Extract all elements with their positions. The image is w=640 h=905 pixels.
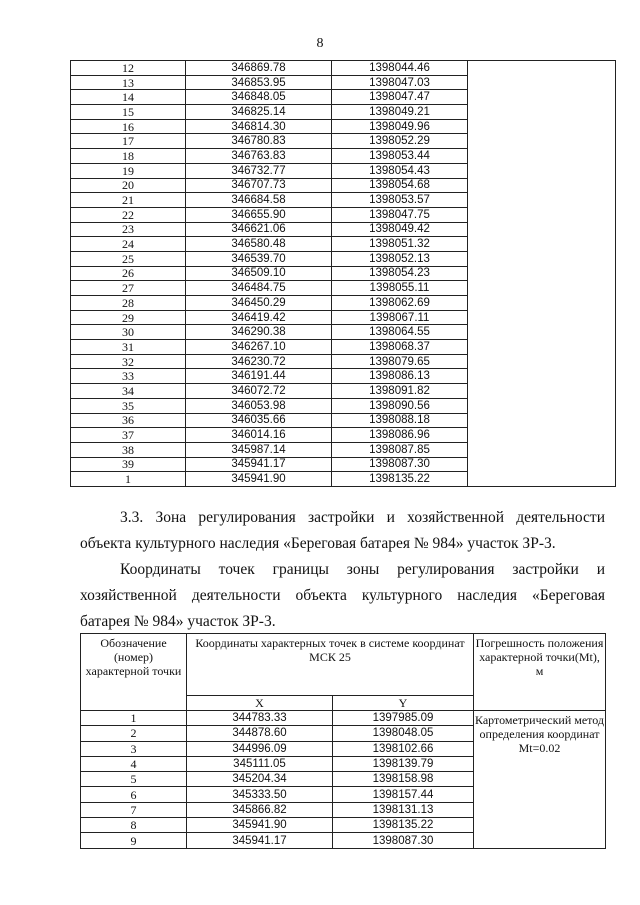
coord-x: 345941.17: [186, 457, 332, 472]
coord-y: 1398158.98: [333, 772, 474, 787]
coord-x: 345866.82: [187, 802, 333, 817]
coord-y: 1398091.82: [332, 384, 468, 399]
coord-x: 346732.77: [186, 163, 332, 178]
table-row: [81, 711, 606, 726]
point-number: 1: [71, 472, 186, 487]
point-number: 4: [81, 756, 187, 771]
coord-y: 1398067.11: [332, 310, 468, 325]
error-cell: [468, 61, 616, 487]
point-number: 22: [71, 207, 186, 222]
coord-y: 1398087.85: [332, 442, 468, 457]
section-heading-line: 3.3. Зона регулирования застройки и хозяйственной деятельности: [120, 509, 605, 526]
coord-y: 1398052.29: [332, 134, 468, 149]
paragraph-line: Координаты точек границы зоны регулирования застройки и: [120, 561, 605, 578]
coord-y: 1397985.09: [333, 711, 474, 726]
coord-x: 346419.42: [186, 310, 332, 325]
coord-x: 346035.66: [186, 413, 332, 428]
coord-y: 1398102.66: [333, 741, 474, 756]
section-heading: [80, 505, 605, 557]
coord-y: 1398054.23: [332, 266, 468, 281]
point-number: 37: [71, 428, 186, 443]
coord-x: 346053.98: [186, 398, 332, 413]
point-number: 5: [81, 772, 187, 787]
coord-x: 346072.72: [186, 384, 332, 399]
coord-x: 346621.06: [186, 222, 332, 237]
coord-y: 1398062.69: [332, 296, 468, 311]
coord-y: 1398054.43: [332, 163, 468, 178]
coord-y: 1398047.47: [332, 90, 468, 105]
point-number: 13: [71, 75, 186, 90]
coord-y: 1398068.37: [332, 340, 468, 355]
point-number: 7: [81, 802, 187, 817]
point-number: 16: [71, 119, 186, 134]
coord-x: 345941.90: [186, 472, 332, 487]
point-number: 36: [71, 413, 186, 428]
paragraph-line: батарея № 984» участок ЗР-3.: [80, 613, 276, 630]
coord-x: 346484.75: [186, 281, 332, 296]
point-number: 2: [81, 726, 187, 741]
coordinates-table-continued: [70, 60, 616, 487]
page-number: 8: [316, 36, 324, 51]
coord-y: 1398053.57: [332, 193, 468, 208]
coord-x: 346450.29: [186, 296, 332, 311]
coord-y: 1398047.75: [332, 207, 468, 222]
point-number: 12: [71, 61, 186, 76]
coord-y: 1398048.05: [333, 726, 474, 741]
coord-y: 1398047.03: [332, 75, 468, 90]
coord-x: 345941.90: [187, 818, 333, 833]
point-number: 6: [81, 787, 187, 802]
coord-y: 1398044.46: [332, 61, 468, 76]
coord-x: 346825.14: [186, 105, 332, 120]
coord-y: 1398049.42: [332, 222, 468, 237]
coord-y: 1398051.32: [332, 237, 468, 252]
point-number: 14: [71, 90, 186, 105]
coord-x: 346684.58: [186, 193, 332, 208]
header-error: Погрешность положения характерной точки(Mt), м: [474, 634, 606, 711]
coord-y: 1398064.55: [332, 325, 468, 340]
point-number: 18: [71, 149, 186, 164]
point-number: 35: [71, 398, 186, 413]
coord-x: 346780.83: [186, 134, 332, 149]
point-number: 38: [71, 442, 186, 457]
header-y: Y: [333, 696, 474, 711]
coord-x: 346707.73: [186, 178, 332, 193]
coord-x: 346814.30: [186, 119, 332, 134]
point-number: 25: [71, 251, 186, 266]
coord-x: 344996.09: [187, 741, 333, 756]
coord-y: 1398054.68: [332, 178, 468, 193]
point-number: 28: [71, 296, 186, 311]
coord-x: 346580.48: [186, 237, 332, 252]
coord-x: 346191.44: [186, 369, 332, 384]
point-number: 15: [71, 105, 186, 120]
coord-x: 345941.17: [187, 833, 333, 848]
point-number: 3: [81, 741, 187, 756]
point-number: 32: [71, 354, 186, 369]
coord-x: 344878.60: [187, 726, 333, 741]
zr3-coordinates-table: [80, 633, 606, 849]
coord-y: 1398157.44: [333, 787, 474, 802]
point-number: 8: [81, 818, 187, 833]
coord-x: 346853.95: [186, 75, 332, 90]
coord-y: 1398135.22: [332, 472, 468, 487]
error-method: Картометрический метод определения координат Mt=0.02: [474, 711, 606, 849]
point-number: 9: [81, 833, 187, 848]
coord-x: 346230.72: [186, 354, 332, 369]
coord-x: 346848.05: [186, 90, 332, 105]
header-coordinates: Координаты характерных точек в системе координат МСК 25: [187, 634, 474, 696]
coord-y: 1398087.30: [332, 457, 468, 472]
coord-y: 1398087.30: [333, 833, 474, 848]
coord-x: 346869.78: [186, 61, 332, 76]
coord-x: 345204.34: [187, 772, 333, 787]
coord-x: 346014.16: [186, 428, 332, 443]
point-number: 23: [71, 222, 186, 237]
point-number: 30: [71, 325, 186, 340]
point-number: 33: [71, 369, 186, 384]
coord-y: 1398139.79: [333, 756, 474, 771]
coord-x: 344783.33: [187, 711, 333, 726]
coord-y: 1398088.18: [332, 413, 468, 428]
coord-x: 346509.10: [186, 266, 332, 281]
point-number: 19: [71, 163, 186, 178]
coord-x: 346290.38: [186, 325, 332, 340]
coord-x: 346267.10: [186, 340, 332, 355]
point-number: 21: [71, 193, 186, 208]
point-number: 29: [71, 310, 186, 325]
point-number: 1: [81, 711, 187, 726]
coordinates-paragraph: [80, 557, 605, 635]
coord-y: 1398055.11: [332, 281, 468, 296]
coord-x: 345111.05: [187, 756, 333, 771]
coord-y: 1398090.56: [332, 398, 468, 413]
header-x: X: [187, 696, 333, 711]
coord-x: 345333.50: [187, 787, 333, 802]
coord-y: 1398052.13: [332, 251, 468, 266]
coord-y: 1398131.13: [333, 802, 474, 817]
coord-y: 1398135.22: [333, 818, 474, 833]
point-number: 26: [71, 266, 186, 281]
coord-y: 1398086.96: [332, 428, 468, 443]
point-number: 39: [71, 457, 186, 472]
point-number: 24: [71, 237, 186, 252]
coord-y: 1398086.13: [332, 369, 468, 384]
section-heading-line: объекта культурного наследия «Береговая батарея № 984» участок ЗР-3.: [80, 535, 556, 552]
point-number: 20: [71, 178, 186, 193]
point-number: 27: [71, 281, 186, 296]
coord-y: 1398053.44: [332, 149, 468, 164]
coord-y: 1398049.21: [332, 105, 468, 120]
coord-x: 346655.90: [186, 207, 332, 222]
coord-y: 1398049.96: [332, 119, 468, 134]
coord-x: 346539.70: [186, 251, 332, 266]
header-point: Обозначение (номер) характерной точки: [81, 634, 187, 711]
point-number: 31: [71, 340, 186, 355]
coord-x: 346763.83: [186, 149, 332, 164]
point-number: 34: [71, 384, 186, 399]
paragraph-line: хозяйственной деятельности объекта культурного наследия «Береговая: [80, 587, 605, 604]
coord-y: 1398079.65: [332, 354, 468, 369]
table-row: [71, 61, 616, 76]
point-number: 17: [71, 134, 186, 149]
coord-x: 345987.14: [186, 442, 332, 457]
